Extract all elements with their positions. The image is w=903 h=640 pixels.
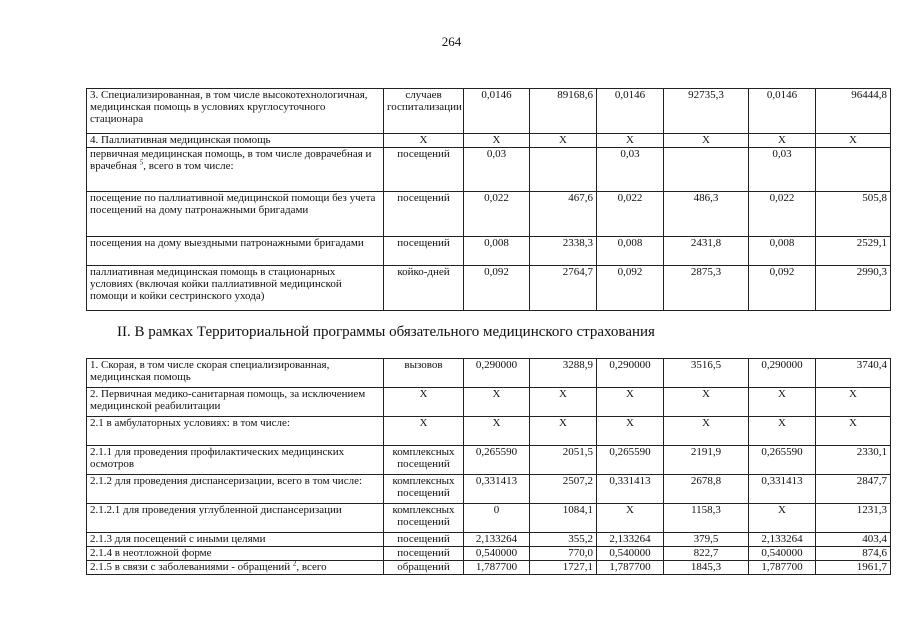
cell-value: X [749, 388, 816, 417]
cell-value: 486,3 [664, 192, 749, 237]
table-row [87, 89, 891, 134]
cell-value: 3288,9 [530, 359, 597, 388]
cell-value: 0,008 [464, 237, 530, 266]
row-name: 2.1.2 для проведения диспансеризации, всего в том числе: [87, 475, 384, 504]
page-number: 264 [441, 34, 462, 49]
row-unit: комплексных посещений [384, 504, 464, 533]
cell-value: 1084,1 [530, 504, 597, 533]
cell-value: 0,03 [597, 148, 664, 192]
cell-value: X [464, 388, 530, 417]
row-unit: вызовов [384, 359, 464, 388]
cell-value: 2338,3 [530, 237, 597, 266]
cell-value: 0,265590 [597, 446, 664, 475]
row-name: первичная медицинская помощь, в том числе доврачебная и врачебная $^5$, всего в том числе: [87, 148, 384, 192]
table-row [87, 417, 891, 446]
table-row [87, 388, 891, 417]
row-name: 2.1.4 в неотложной форме [87, 547, 384, 561]
cell-value: 0 [464, 504, 530, 533]
cell-value: 2764,7 [530, 266, 597, 311]
row-name: 2.1.5 в связи с заболеваниями - обращений $^2$, всего [87, 561, 384, 575]
section-title: II. В рамках Территориальной программы обязательного медицинского страхования [117, 324, 655, 340]
table-row [87, 359, 891, 388]
cell-value: 1961,7 [816, 561, 891, 575]
cell-value: X [597, 417, 664, 446]
cell-value [664, 148, 749, 192]
cell-value: 3516,5 [664, 359, 749, 388]
cell-value: 355,2 [530, 533, 597, 547]
cell-value: 0,540000 [597, 547, 664, 561]
cell-value: 1,787700 [749, 561, 816, 575]
table-row [87, 561, 891, 575]
cell-value: X [749, 417, 816, 446]
table-territorial-budget [86, 88, 891, 311]
cell-value: X [816, 417, 891, 446]
row-name: 2. Первичная медико-санитарная помощь, за исключением медицинской реабилитации [87, 388, 384, 417]
cell-value: X [749, 504, 816, 533]
row-name: 4. Паллиативная медицинская помощь [87, 134, 384, 148]
row-name: 2.1.1 для проведения профилактических медицинских осмотров [87, 446, 384, 475]
cell-value: X [530, 417, 597, 446]
cell-value: X [816, 134, 891, 148]
row-unit: посещений [384, 547, 464, 561]
cell-value: 2330,1 [816, 446, 891, 475]
row-name: 2.1.3 для посещений с иными целями [87, 533, 384, 547]
cell-value: 403,4 [816, 533, 891, 547]
cell-value: 467,6 [530, 192, 597, 237]
table-row [87, 504, 891, 533]
table-row [87, 475, 891, 504]
cell-value: 2051,5 [530, 446, 597, 475]
cell-value: 0,008 [597, 237, 664, 266]
cell-value: 2,133264 [749, 533, 816, 547]
cell-value: 2847,7 [816, 475, 891, 504]
table-row [87, 533, 891, 547]
cell-value: X [664, 417, 749, 446]
cell-value: 0,265590 [464, 446, 530, 475]
cell-value: X [749, 134, 816, 148]
cell-value: 0,331413 [597, 475, 664, 504]
row-name: 2.1.2.1 для проведения углубленной диспансеризации [87, 504, 384, 533]
cell-value: X [530, 388, 597, 417]
cell-value: 770,0 [530, 547, 597, 561]
cell-value: 0,03 [749, 148, 816, 192]
row-name: 3. Специализированная, в том числе высокотехнологичная, медицинская помощь в условиях круглосуточного стационара [87, 89, 384, 134]
cell-value: 2875,3 [664, 266, 749, 311]
row-unit: обращений [384, 561, 464, 575]
cell-value [816, 148, 891, 192]
cell-value: 822,7 [664, 547, 749, 561]
cell-value: 0,092 [464, 266, 530, 311]
cell-value: 96444,8 [816, 89, 891, 134]
table-row [87, 148, 891, 192]
cell-value: 0,092 [597, 266, 664, 311]
cell-value: 1,787700 [597, 561, 664, 575]
cell-value: X [597, 388, 664, 417]
row-name: посещение по паллиативной медицинской помощи без учета посещений на дому патронажными бригадами [87, 192, 384, 237]
cell-value: X [464, 134, 530, 148]
cell-value: 1,787700 [464, 561, 530, 575]
row-unit: X [384, 388, 464, 417]
row-name: 1. Скорая, в том числе скорая специализированная, медицинская помощь [87, 359, 384, 388]
cell-value: 2191,9 [664, 446, 749, 475]
cell-value: 0,0146 [749, 89, 816, 134]
cell-value: 0,0146 [464, 89, 530, 134]
cell-value: 0,022 [597, 192, 664, 237]
cell-value: 0,290000 [597, 359, 664, 388]
cell-value: 1158,3 [664, 504, 749, 533]
cell-value: X [464, 417, 530, 446]
cell-value: X [664, 134, 749, 148]
cell-value: 0,290000 [464, 359, 530, 388]
cell-value: 1727,1 [530, 561, 597, 575]
cell-value: 2529,1 [816, 237, 891, 266]
row-unit: койко-дней [384, 266, 464, 311]
cell-value: 0,022 [749, 192, 816, 237]
table-row [87, 134, 891, 148]
cell-value: 92735,3 [664, 89, 749, 134]
cell-value: 0,540000 [464, 547, 530, 561]
row-name: 2.1 в амбулаторных условиях: в том числе: [87, 417, 384, 446]
table-row [87, 547, 891, 561]
cell-value: 0,290000 [749, 359, 816, 388]
row-name: паллиативная медицинская помощь в стационарных условиях (включая койки паллиативной медицинской помощи и койки сестринского ухода) [87, 266, 384, 311]
cell-value: 89168,6 [530, 89, 597, 134]
row-unit: посещений [384, 237, 464, 266]
cell-value: 505,8 [816, 192, 891, 237]
cell-value: 2,133264 [464, 533, 530, 547]
row-unit: случаев госпитализации [384, 89, 464, 134]
cell-value: X [530, 134, 597, 148]
table-row [87, 192, 891, 237]
table-row [87, 266, 891, 311]
cell-value: 0,03 [464, 148, 530, 192]
row-name: посещения на дому выездными патронажными бригадами [87, 237, 384, 266]
cell-value [530, 148, 597, 192]
cell-value: 0,022 [464, 192, 530, 237]
row-unit: комплексных посещений [384, 475, 464, 504]
cell-value: 1845,3 [664, 561, 749, 575]
cell-value: 0,540000 [749, 547, 816, 561]
table-row [87, 446, 891, 475]
row-unit: X [384, 134, 464, 148]
cell-value: X [664, 388, 749, 417]
cell-value: 2990,3 [816, 266, 891, 311]
cell-value: 0,265590 [749, 446, 816, 475]
cell-value: 0,092 [749, 266, 816, 311]
cell-value: 2431,8 [664, 237, 749, 266]
table-row [87, 237, 891, 266]
cell-value: 1231,3 [816, 504, 891, 533]
cell-value: 874,6 [816, 547, 891, 561]
table-oms-program [86, 358, 891, 575]
cell-value: 0,008 [749, 237, 816, 266]
cell-value: 2678,8 [664, 475, 749, 504]
cell-value: X [597, 134, 664, 148]
cell-value: 0,0146 [597, 89, 664, 134]
cell-value: 0,331413 [464, 475, 530, 504]
row-unit: посещений [384, 533, 464, 547]
cell-value: 0,331413 [749, 475, 816, 504]
row-unit: X [384, 417, 464, 446]
row-unit: посещений [384, 192, 464, 237]
cell-value: 2507,2 [530, 475, 597, 504]
cell-value: X [816, 388, 891, 417]
row-unit: комплексных посещений [384, 446, 464, 475]
row-unit: посещений [384, 148, 464, 192]
cell-value: 3740,4 [816, 359, 891, 388]
cell-value: 379,5 [664, 533, 749, 547]
cell-value: 2,133264 [597, 533, 664, 547]
cell-value: X [597, 504, 664, 533]
